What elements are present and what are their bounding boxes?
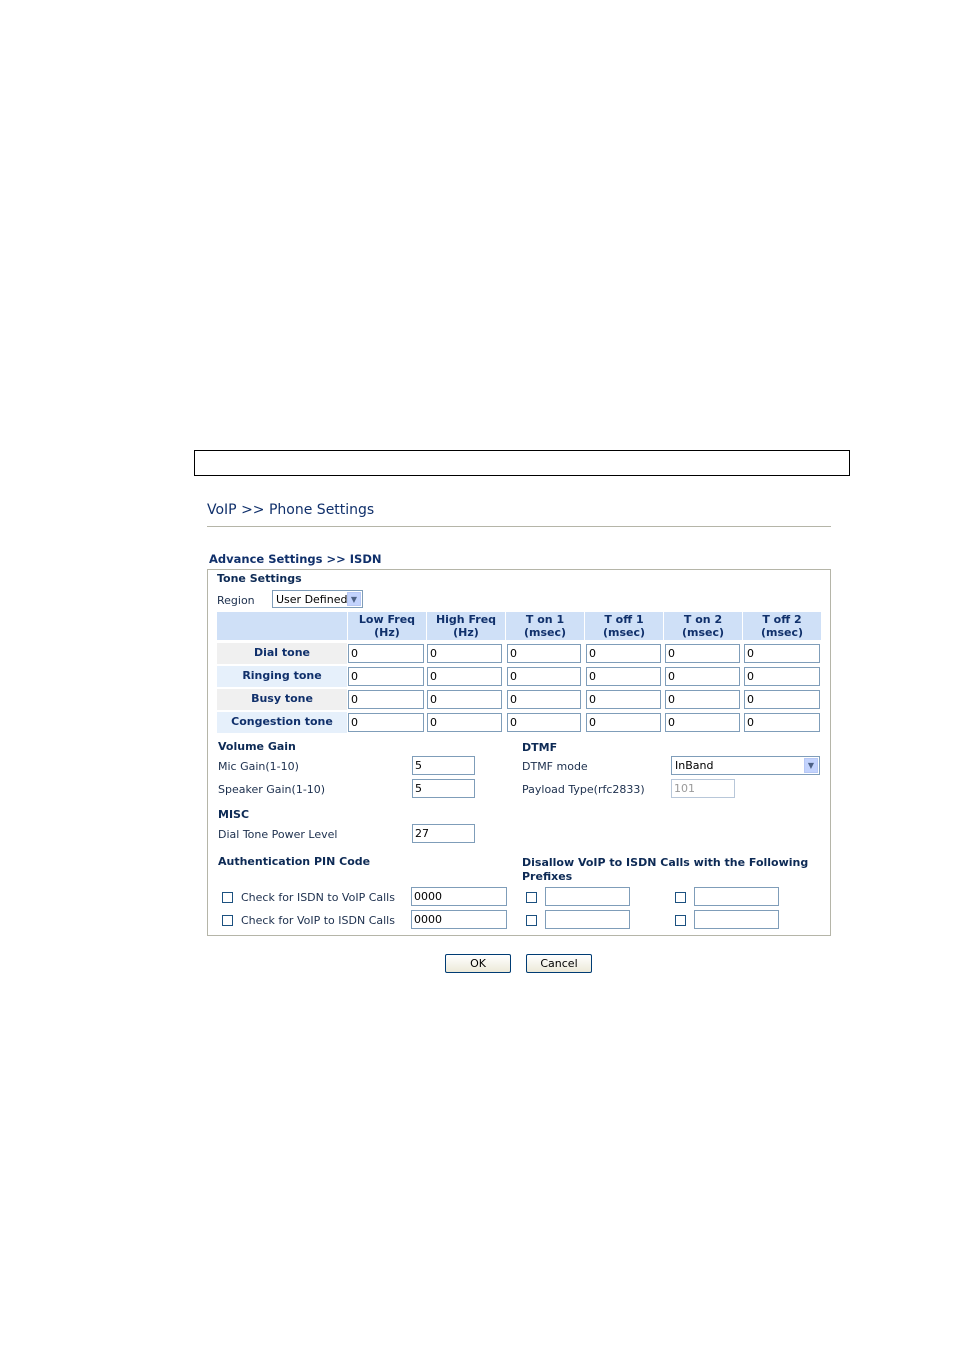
voip-to-isdn-pin-input[interactable]: 0000 (411, 910, 507, 929)
dial-tone-t-on-1-input[interactable]: 0 (507, 644, 581, 663)
busy-tone-t-on-1-input[interactable]: 0 (507, 690, 581, 709)
dial-tone-power-label: Dial Tone Power Level (218, 828, 338, 841)
tone-table-corner (217, 612, 347, 640)
cancel-button[interactable]: Cancel (526, 954, 592, 973)
row-label-ringing-tone: Ringing tone (217, 666, 347, 687)
tone-settings-heading: Tone Settings (217, 572, 302, 585)
congestion-tone-t-on-2-input[interactable]: 0 (665, 713, 740, 732)
busy-tone-t-off-1-input[interactable]: 0 (586, 690, 661, 709)
region-select-value: User Defined (276, 593, 348, 606)
prefix-2-input[interactable] (694, 887, 779, 906)
prefix-2-checkbox[interactable] (675, 892, 686, 903)
voip-to-isdn-checkbox[interactable] (222, 915, 233, 926)
prefix-3-input[interactable] (545, 910, 630, 929)
isdn-to-voip-checkbox[interactable] (222, 892, 233, 903)
congestion-tone-low-freq-input[interactable]: 0 (348, 713, 424, 732)
isdn-to-voip-label: Check for ISDN to VoIP Calls (241, 891, 395, 904)
dial-tone-t-on-2-input[interactable]: 0 (665, 644, 740, 663)
congestion-tone-t-off-2-input[interactable]: 0 (744, 713, 820, 732)
col-header-low-freq: Low Freq (Hz) (348, 612, 426, 640)
ok-button[interactable]: OK (445, 954, 511, 973)
ringing-tone-low-freq-input[interactable]: 0 (348, 667, 424, 686)
dial-tone-high-freq-input[interactable]: 0 (427, 644, 502, 663)
misc-heading: MISC (218, 808, 250, 821)
prefix-4-checkbox[interactable] (675, 915, 686, 926)
col-header-t-off-1: T off 1 (msec) (585, 612, 663, 640)
congestion-tone-t-off-1-input[interactable]: 0 (586, 713, 661, 732)
section-title: Advance Settings >> ISDN (209, 552, 382, 566)
col-header-t-on-1: T on 1 (msec) (506, 612, 584, 640)
busy-tone-high-freq-input[interactable]: 0 (427, 690, 502, 709)
payload-type-input[interactable]: 101 (671, 779, 735, 798)
page-title: VoIP >> Phone Settings (207, 502, 375, 518)
row-label-dial-tone: Dial tone (217, 643, 347, 664)
row-label-congestion-tone: Congestion tone (217, 712, 347, 733)
voip-to-isdn-label: Check for VoIP to ISDN Calls (241, 914, 395, 927)
speaker-gain-label: Speaker Gain(1-10) (218, 783, 326, 796)
busy-tone-t-off-2-input[interactable]: 0 (744, 690, 820, 709)
mic-gain-label: Mic Gain(1-10) (218, 760, 299, 773)
chevron-down-icon: ▼ (347, 592, 361, 606)
mic-gain-input[interactable]: 5 (412, 756, 475, 775)
region-select[interactable] (272, 590, 363, 608)
speaker-gain-input[interactable]: 5 (412, 779, 475, 798)
busy-tone-t-on-2-input[interactable]: 0 (665, 690, 740, 709)
prefix-4-input[interactable] (694, 910, 779, 929)
payload-type-label: Payload Type(rfc2833) (522, 783, 645, 796)
prefix-1-checkbox[interactable] (526, 892, 537, 903)
disallow-prefixes-heading: Disallow VoIP to ISDN Calls with the Following Prefixes (522, 856, 809, 883)
ringing-tone-t-on-1-input[interactable]: 0 (507, 667, 581, 686)
dial-tone-t-off-1-input[interactable]: 0 (586, 644, 661, 663)
title-divider (207, 526, 831, 527)
busy-tone-low-freq-input[interactable]: 0 (348, 690, 424, 709)
isdn-to-voip-pin-input[interactable]: 0000 (411, 887, 507, 906)
congestion-tone-t-on-1-input[interactable]: 0 (507, 713, 581, 732)
ringing-tone-high-freq-input[interactable]: 0 (427, 667, 502, 686)
congestion-tone-high-freq-input[interactable]: 0 (427, 713, 502, 732)
dial-tone-power-input[interactable]: 27 (412, 824, 475, 843)
volume-gain-heading: Volume Gain (218, 740, 296, 753)
region-label: Region (217, 594, 255, 607)
dial-tone-low-freq-input[interactable]: 0 (348, 644, 424, 663)
col-header-t-on-2: T on 2 (msec) (664, 612, 742, 640)
prefix-3-checkbox[interactable] (526, 915, 537, 926)
dtmf-mode-select[interactable] (671, 756, 820, 775)
row-label-busy-tone: Busy tone (217, 689, 347, 710)
auth-pin-heading: Authentication PIN Code (218, 855, 371, 868)
prefix-1-input[interactable] (545, 887, 630, 906)
dtmf-mode-value: InBand (675, 759, 714, 772)
ringing-tone-t-on-2-input[interactable]: 0 (665, 667, 740, 686)
ringing-tone-t-off-2-input[interactable]: 0 (744, 667, 820, 686)
empty-frame (194, 450, 850, 476)
col-header-t-off-2: T off 2 (msec) (743, 612, 821, 640)
dtmf-mode-label: DTMF mode (522, 760, 588, 773)
col-header-high-freq: High Freq (Hz) (427, 612, 505, 640)
dial-tone-t-off-2-input[interactable]: 0 (744, 644, 820, 663)
chevron-down-icon: ▼ (804, 758, 818, 773)
dtmf-heading: DTMF (522, 741, 558, 754)
ringing-tone-t-off-1-input[interactable]: 0 (586, 667, 661, 686)
